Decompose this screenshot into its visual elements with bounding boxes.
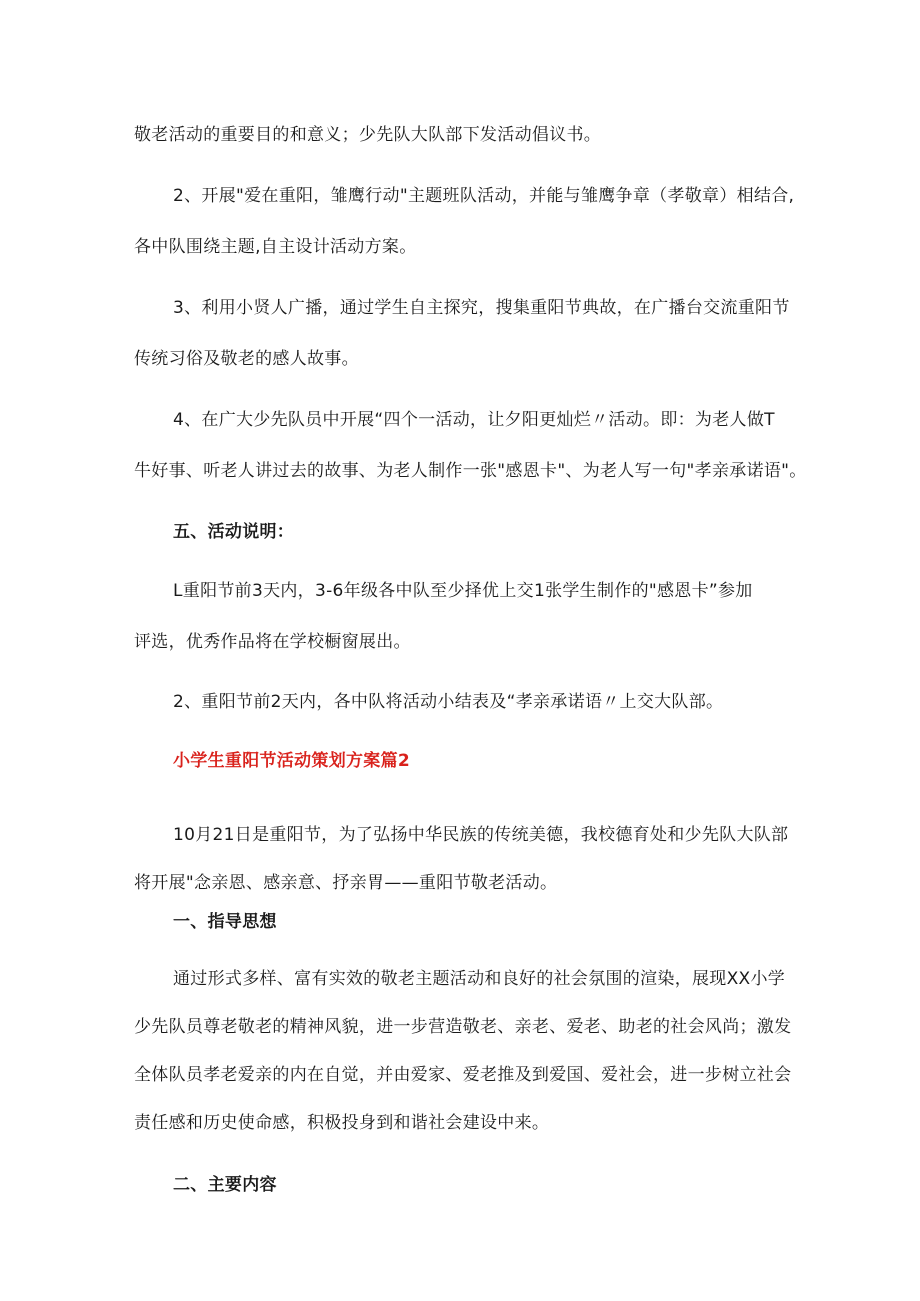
guide-line-4: 责任感和历史使命感，积极投身到和谐社会建设中来。	[134, 1113, 550, 1133]
intro-2-line-1: 10月21日是重阳节，为了弘扬中华民族的传统美德，我校德育处和少先队大队部	[173, 825, 789, 845]
guide-line-2: 少先队员尊老敬老的精神风貌，进一步营造敬老、亲老、爱老、助老的社会风尚；激发	[134, 1017, 792, 1037]
list-item-2-line-1: 2、开展"爱在重阳，雏鹰行动"主题班队活动，并能与雏鹰争章（孝敬章）相结合,	[173, 186, 795, 206]
note-2-line-1: 2、重阳节前2天内，各中队将活动小结表及“孝亲承诺语〃上交大队部。	[173, 692, 724, 712]
list-item-3-line-2: 传统习俗及敬老的感人故事。	[134, 349, 359, 369]
note-1-line-1: L重阳节前3天内，3-6年级各中队至少择优上交1张学生制作的"感恩卡”参加	[173, 581, 753, 601]
note-1-line-2: 评选，优秀作品将在学校橱窗展出。	[134, 632, 411, 652]
section-5-heading: 五、活动说明：	[173, 522, 295, 542]
guide-line-3: 全体队员孝老爱亲的内在自觉，并由爱家、爱老推及到爱国、爱社会，进一步树立社会	[134, 1065, 792, 1085]
list-item-2-line-2: 各中队围绕主题,自主设计活动方案。	[134, 237, 417, 257]
list-item-4-line-2: 牛好事、听老人讲过去的故事、为老人制作一张"感恩卡"、为老人写一句"孝亲承诺语"。	[134, 461, 807, 481]
list-item-4-line-1: 4、在广大少先队员中开展“四个一活动，让夕阳更灿烂〃活动。即：为老人做T	[173, 410, 775, 430]
list-item-3-line-1: 3、利用小贤人广播，通过学生自主探究，搜集重阳节典故，在广播台交流重阳节	[173, 298, 790, 318]
heading-main-content: 二、主要内容	[173, 1175, 277, 1195]
document-title-part-2: 小学生重阳节活动策划方案篇2	[173, 751, 411, 771]
paragraph-intro-continuation: 敬老活动的重要目的和意义；少先队大队部下发活动倡议书。	[134, 125, 602, 145]
heading-guiding-ideology: 一、指导思想	[173, 912, 277, 932]
intro-2-line-2: 将开展"念亲恩、感亲意、抒亲胃——重阳节敬老活动。	[134, 873, 558, 893]
guide-line-1: 通过形式多样、富有实效的敬老主题活动和良好的社会氛围的渲染，展现XX小学	[173, 969, 786, 989]
